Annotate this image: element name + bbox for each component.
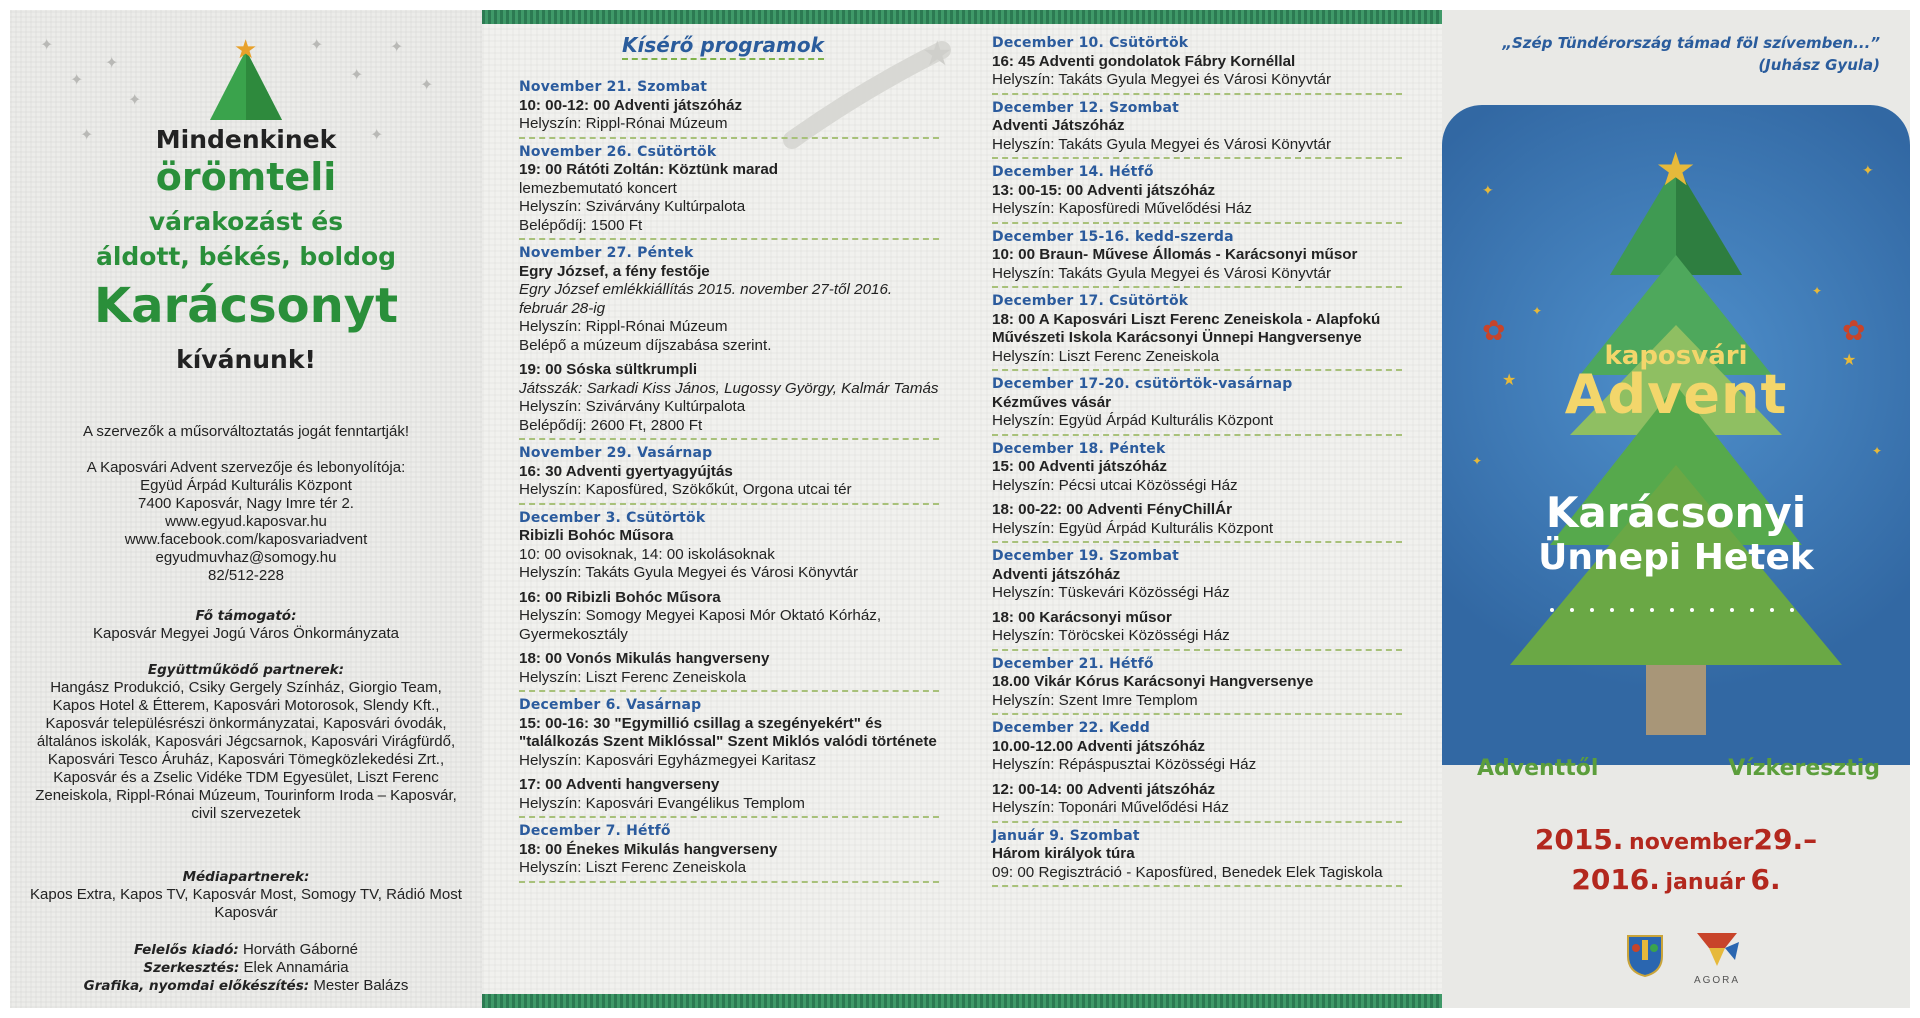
event-title: 18: 00 A Kaposvári Liszt Ferenc Zeneiskola - Alapfokú Művészeti Iskola Karácsonyi Ünnepi Hangversenye xyxy=(992,310,1381,346)
event-detail: 10: 00 ovisoknak, 14: 00 iskolásoknak xyxy=(519,545,775,563)
greeting-line-1: Mindenkinek xyxy=(155,125,337,154)
event-detail: Helyszín: Szivárvány Kultúrpalota xyxy=(519,198,746,215)
main-sponsor-label: Fő támogató: xyxy=(195,608,297,624)
event-item xyxy=(992,246,1402,283)
svg-text:✦: ✦ xyxy=(350,65,364,84)
title-kaposvari: kaposvári xyxy=(1604,341,1748,371)
event-detail: Helyszín: Liszt Ferenc Zeneiskola xyxy=(519,668,747,686)
svg-text:★: ★ xyxy=(1502,370,1517,389)
program-event xyxy=(992,547,1402,651)
event-date: December 19. Szombat xyxy=(992,548,1180,564)
email: egyudmuvhaz@somogy.hu xyxy=(155,549,337,566)
event-item xyxy=(992,53,1402,90)
event-detail: Helyszín: Együd Árpád Kulturális Központ xyxy=(992,412,1274,429)
greeting-line-5: Karácsonyt xyxy=(93,278,399,334)
svg-text:✦: ✦ xyxy=(310,35,324,54)
credits-block xyxy=(30,941,462,995)
event-detail: Helyszín: Répáspusztai Közösségi Ház xyxy=(992,756,1257,773)
svg-text:★: ★ xyxy=(1655,142,1697,196)
event-title: 16: 30 Adventi gyertyagyújtás xyxy=(519,462,733,480)
event-title: 15: 00-16: 30 "Egymillió csillag a szegényekért" és "találkozás Szent Miklóssal" Szent Miklós valódi története xyxy=(519,714,937,750)
event-item xyxy=(519,841,939,878)
event-title: 18: 00 Vonós Mikulás hangverseny xyxy=(519,650,770,667)
event-item xyxy=(519,463,939,500)
city-coat-of-arms-icon xyxy=(1620,928,1670,978)
svg-text:✦: ✦ xyxy=(1482,183,1494,199)
greeting-line-3: várakozást és xyxy=(148,207,344,236)
disclaimer: A szervezők a műsorváltoztatás jogát fenntartják! xyxy=(83,423,409,440)
event-item xyxy=(992,566,1402,603)
svg-text:✦: ✦ xyxy=(128,90,142,109)
event-title: 16: 00 Ribizli Bohóc Műsora xyxy=(519,588,721,606)
program-event xyxy=(992,827,1402,888)
program-event xyxy=(519,696,939,818)
cover-panel xyxy=(1442,10,1910,1008)
event-detail: Helyszín: Pécsi utcai Közösségi Ház xyxy=(992,476,1238,494)
event-date: December 14. Hétfő xyxy=(992,164,1154,180)
date-range xyxy=(1442,822,1910,902)
event-title: Adventi Játszóház xyxy=(992,117,1125,134)
event-title: Kézműves vásár xyxy=(992,393,1112,411)
event-detail: Helyszín: Toponári Művelődési Ház xyxy=(992,799,1229,816)
event-title: Egry József, a fény festője xyxy=(519,262,710,280)
event-item xyxy=(992,501,1402,538)
event-item xyxy=(992,394,1402,431)
event-item xyxy=(519,161,939,235)
phone: 82/512-228 xyxy=(208,567,284,584)
month-start: november xyxy=(1629,830,1754,855)
event-date: December 10. Csütörtök xyxy=(992,35,1189,51)
event-item xyxy=(992,117,1402,154)
event-detail: Helyszín: Takáts Gyula Megyei és Városi Könyvtár xyxy=(519,564,859,581)
publisher: Horváth Gáborné xyxy=(242,941,359,958)
facebook: www.facebook.com/kaposvariadvent xyxy=(124,531,368,548)
event-detail: Helyszín: Kaposvári Evangélikus Templom xyxy=(519,794,805,812)
agora-logo xyxy=(1687,928,1747,988)
event-item xyxy=(519,527,939,583)
event-item xyxy=(519,776,939,813)
svg-text:✦: ✦ xyxy=(420,75,434,94)
event-detail: Helyszín: Rippl-Rónai Múzeum xyxy=(519,115,728,132)
event-title: 10.00-12.00 Adventi játszóház xyxy=(992,737,1205,755)
event-title: 10: 00-12: 00 Adventi játszóház xyxy=(519,96,743,114)
event-detail: Helyszín: Kaposfüred, Szökőkút, Orgona utcai tér xyxy=(519,481,852,498)
left-panel xyxy=(10,10,482,1008)
event-detail: Helyszín: Somogy Megyei Kaposi Mór Oktató Kórház, Gyermekosztály xyxy=(519,607,882,643)
event-item xyxy=(992,845,1402,882)
program-event xyxy=(992,228,1402,289)
event-title: Adventi játszóház xyxy=(992,565,1121,583)
website: www.egyud.kaposvar.hu xyxy=(165,513,327,530)
event-item xyxy=(992,609,1402,646)
svg-text:✦: ✦ xyxy=(1872,444,1883,458)
quote-author: (Juhász Gyula) xyxy=(1758,56,1880,74)
event-detail: Helyszín: Együd Árpád Kulturális Központ xyxy=(992,519,1274,537)
media-label: Médiapartnerek: xyxy=(182,869,310,885)
event-date: November 27. Péntek xyxy=(519,245,694,261)
title-unnepi-hetek: Ünnepi Hetek xyxy=(1538,537,1814,578)
title-advent: Advent xyxy=(1564,363,1788,426)
editor: Elek Annamária xyxy=(243,959,349,976)
graphics-label: Grafika, nyomdai előkészítés: xyxy=(83,978,310,994)
svg-text:✦: ✦ xyxy=(80,125,94,144)
main-sponsor-block xyxy=(30,607,462,643)
organizer-intro: A Kaposvári Advent szervezője és lebonyolítója: xyxy=(86,459,406,476)
event-date: December 7. Hétfő xyxy=(519,823,671,839)
quote-block xyxy=(1502,32,1880,76)
tree-icon xyxy=(210,35,282,120)
greeting-line-4: áldott, békés, boldog xyxy=(95,242,397,271)
program-column-1 xyxy=(519,78,939,887)
svg-text:✦: ✦ xyxy=(40,35,54,54)
event-detail: Belépő a múzeum díjszabása szerint. xyxy=(519,336,772,354)
program-event xyxy=(992,99,1402,160)
green-border-bottom xyxy=(482,994,1442,1008)
event-item xyxy=(992,311,1402,367)
event-date: December 18. Péntek xyxy=(992,440,1166,457)
event-detail: Belépődíj: 1500 Ft xyxy=(519,216,643,234)
program-event xyxy=(992,655,1402,716)
year-end: 2016. xyxy=(1571,863,1660,896)
event-detail: Helyszín: Takáts Gyula Megyei és Városi Könyvtár xyxy=(992,135,1332,153)
event-item xyxy=(519,263,939,356)
to-label: Vízkeresztig xyxy=(1728,756,1880,781)
svg-text:✦: ✦ xyxy=(1532,304,1543,318)
main-sponsor: Kaposvár Megyei Jogú Város Önkormányzata xyxy=(93,625,399,642)
event-detail: Helyszín: Kaposfüredi Művelődési Ház xyxy=(992,200,1252,217)
event-detail: Helyszín: Töröcskei Közösségi Ház xyxy=(992,627,1230,644)
greeting-line-2: örömteli xyxy=(155,155,337,199)
event-detail: Helyszín: Takáts Gyula Megyei és Városi Könyvtár xyxy=(992,71,1332,88)
event-item xyxy=(519,361,939,435)
event-date: December 22. Kedd xyxy=(992,720,1151,736)
program-event xyxy=(519,444,939,505)
partners: Hangász Produkció, Csiky Gergely Színház, Giorgio Team, Kapos Hotel & Étterem, Kaposvári Motorosok, Slendy Kft., Kaposvár településrészi önkormányzatai, Kaposvári óvodák, általános iskolák, Kaposvári Jégcsarnok, Kaposvári Virágfürdő, Kaposvári Tesco Áruház, Kaposvári Tömegközlekedési Zrt., Kaposvár és a Zselic Vidéke TDM Egyesület, Liszt Ferenc Zeneiskola, Rippl-Rónai Múzeum, Tourinform Iroda – Kaposvár, civil szervezetek xyxy=(35,679,457,822)
svg-text:✦: ✦ xyxy=(1472,454,1483,468)
event-title: Három királyok túra xyxy=(992,845,1135,862)
program-event xyxy=(992,163,1402,224)
greeting-line-6: kívánunk! xyxy=(176,345,316,374)
cover-poster xyxy=(1442,105,1910,765)
program-event xyxy=(992,292,1402,371)
event-detail: Helyszín: Liszt Ferenc Zeneiskola xyxy=(992,347,1220,365)
event-detail: Helyszín: Szivárvány Kultúrpalota xyxy=(519,398,746,415)
media: Kapos Extra, Kapos TV, Kaposvár Most, Somogy TV, Rádió Most Kaposvár xyxy=(30,886,462,921)
event-title: Ribizli Bohóc Műsora xyxy=(519,527,674,544)
event-detail: Helyszín: Rippl-Rónai Múzeum xyxy=(519,318,728,335)
event-item xyxy=(519,715,939,771)
svg-text:★: ★ xyxy=(1842,350,1857,369)
program-event xyxy=(992,375,1402,436)
cover-period xyxy=(1442,756,1910,806)
publisher-label: Felelős kiadó: xyxy=(133,942,239,958)
svg-text:★: ★ xyxy=(922,34,953,74)
svg-text:✦: ✦ xyxy=(70,70,84,89)
event-detail: Belépődíj: 2600 Ft, 2800 Ft xyxy=(519,416,703,434)
day-end: 6. xyxy=(1750,863,1781,896)
event-date: November 29. Vasárnap xyxy=(519,445,713,461)
program-event xyxy=(992,719,1402,823)
event-detail: lemezbemutató koncert xyxy=(519,179,677,197)
event-note: Játsszák: Sarkadi Kiss János, Lugossy György, Kalmár Tamás xyxy=(519,379,939,397)
event-date: November 26. Csütörtök xyxy=(519,143,717,160)
event-date: December 17. Csütörtök xyxy=(992,293,1189,309)
event-item xyxy=(519,97,939,134)
event-date: December 15-16. kedd-szerda xyxy=(992,228,1234,245)
svg-text:✦: ✦ xyxy=(105,53,119,72)
angel-right-icon: ✿ xyxy=(1842,314,1866,347)
brochure xyxy=(10,10,1910,1008)
event-title: 18: 00 Karácsonyi műsor xyxy=(992,608,1172,626)
event-detail: Helyszín: Szent Imre Templom xyxy=(992,691,1198,709)
event-date: December 21. Hétfő xyxy=(992,655,1154,672)
event-title: 16: 45 Adventi gondolatok Fábry Kornéllal xyxy=(992,52,1296,70)
event-detail: Helyszín: Kaposvári Egyházmegyei Karitasz xyxy=(519,751,817,769)
day-start: 29.– xyxy=(1753,823,1818,856)
editor-label: Szerkesztés: xyxy=(143,960,240,976)
event-title: 18: 00 Énekes Mikulás hangverseny xyxy=(519,840,778,858)
quote: „Szép Tündérország támad föl szívemben...” xyxy=(1502,34,1880,52)
event-item xyxy=(992,738,1402,775)
event-date: December 17-20. csütörtök-vasárnap xyxy=(992,376,1293,392)
event-title: 12: 00-14: 00 Adventi játszóház xyxy=(992,780,1216,798)
angel-left-icon: ✿ xyxy=(1482,314,1506,347)
event-title: 15: 00 Adventi játszóház xyxy=(992,458,1167,475)
event-detail: Helyszín: Liszt Ferenc Zeneiskola xyxy=(519,859,747,876)
event-item xyxy=(519,589,939,645)
event-item xyxy=(519,650,939,687)
media-block xyxy=(30,868,462,922)
event-detail: Helyszín: Takáts Gyula Megyei és Városi Könyvtár xyxy=(992,264,1332,282)
event-title: 18.00 Vikár Kórus Karácsonyi Hangversenye xyxy=(992,673,1314,690)
agora-text: AGORA xyxy=(1693,975,1741,986)
svg-text:★: ★ xyxy=(234,35,258,65)
partners-block xyxy=(30,661,462,823)
event-detail: Helyszín: Tüskevári Közösségi Ház xyxy=(992,584,1230,601)
organizer-name: Együd Árpád Kulturális Központ xyxy=(140,477,352,494)
event-title: 13: 00-15: 00 Adventi játszóház xyxy=(992,181,1216,199)
event-item xyxy=(992,182,1402,219)
event-date: December 3. Csütörtök xyxy=(519,509,706,526)
program-event xyxy=(519,78,939,139)
program-event xyxy=(519,244,939,440)
svg-text:✦: ✦ xyxy=(1812,284,1823,298)
event-date: December 6. Vasárnap xyxy=(519,697,702,713)
event-date: Január 9. Szombat xyxy=(992,827,1140,844)
event-date: December 12. Szombat xyxy=(992,99,1180,116)
tree-illustration xyxy=(1442,105,1910,765)
program-event xyxy=(519,822,939,883)
program-event xyxy=(992,34,1402,95)
program-event xyxy=(519,509,939,693)
event-date: November 21. Szombat xyxy=(519,79,708,95)
event-title: 19: 00 Sóska sültkrumpli xyxy=(519,361,698,378)
organizer-address: 7400 Kaposvár, Nagy Imre tér 2. xyxy=(138,495,354,512)
event-item xyxy=(992,673,1402,710)
event-title: 18: 00-22: 00 Adventi FényChillÁr xyxy=(992,501,1232,518)
event-item xyxy=(992,458,1402,495)
program-panel xyxy=(482,10,1442,1008)
from-label: Adventtől xyxy=(1477,756,1599,781)
event-item xyxy=(992,781,1402,818)
event-title: 19: 00 Rátóti Zoltán: Köztünk marad xyxy=(519,161,779,178)
green-border-top xyxy=(482,10,1442,24)
program-column-2 xyxy=(992,34,1402,891)
partners-label: Együttműködő partnerek: xyxy=(147,662,345,678)
organizer-block xyxy=(30,459,462,585)
graphics: Mester Balázs xyxy=(313,977,409,994)
title-karacsonyi: Karácsonyi xyxy=(1545,488,1807,537)
svg-text:✦: ✦ xyxy=(390,37,404,56)
event-note: Egry József emlékkiállítás 2015. november 27-től 2016. február 28-ig xyxy=(519,281,893,317)
svg-text:✦: ✦ xyxy=(370,125,384,144)
program-heading: Kísérő programok xyxy=(622,33,824,60)
year-start: 2015. xyxy=(1534,823,1624,856)
svg-text:✦: ✦ xyxy=(1862,163,1874,179)
event-detail: 09: 00 Regisztráció - Kaposfüred, Benedek Elek Tagiskola xyxy=(992,863,1383,881)
event-title: 10: 00 Braun- Művese Állomás - Karácsonyi műsor xyxy=(992,246,1358,263)
program-event xyxy=(519,143,939,241)
event-title: 17: 00 Adventi hangverseny xyxy=(519,776,720,793)
program-event xyxy=(992,440,1402,544)
month-end: január xyxy=(1665,870,1745,895)
